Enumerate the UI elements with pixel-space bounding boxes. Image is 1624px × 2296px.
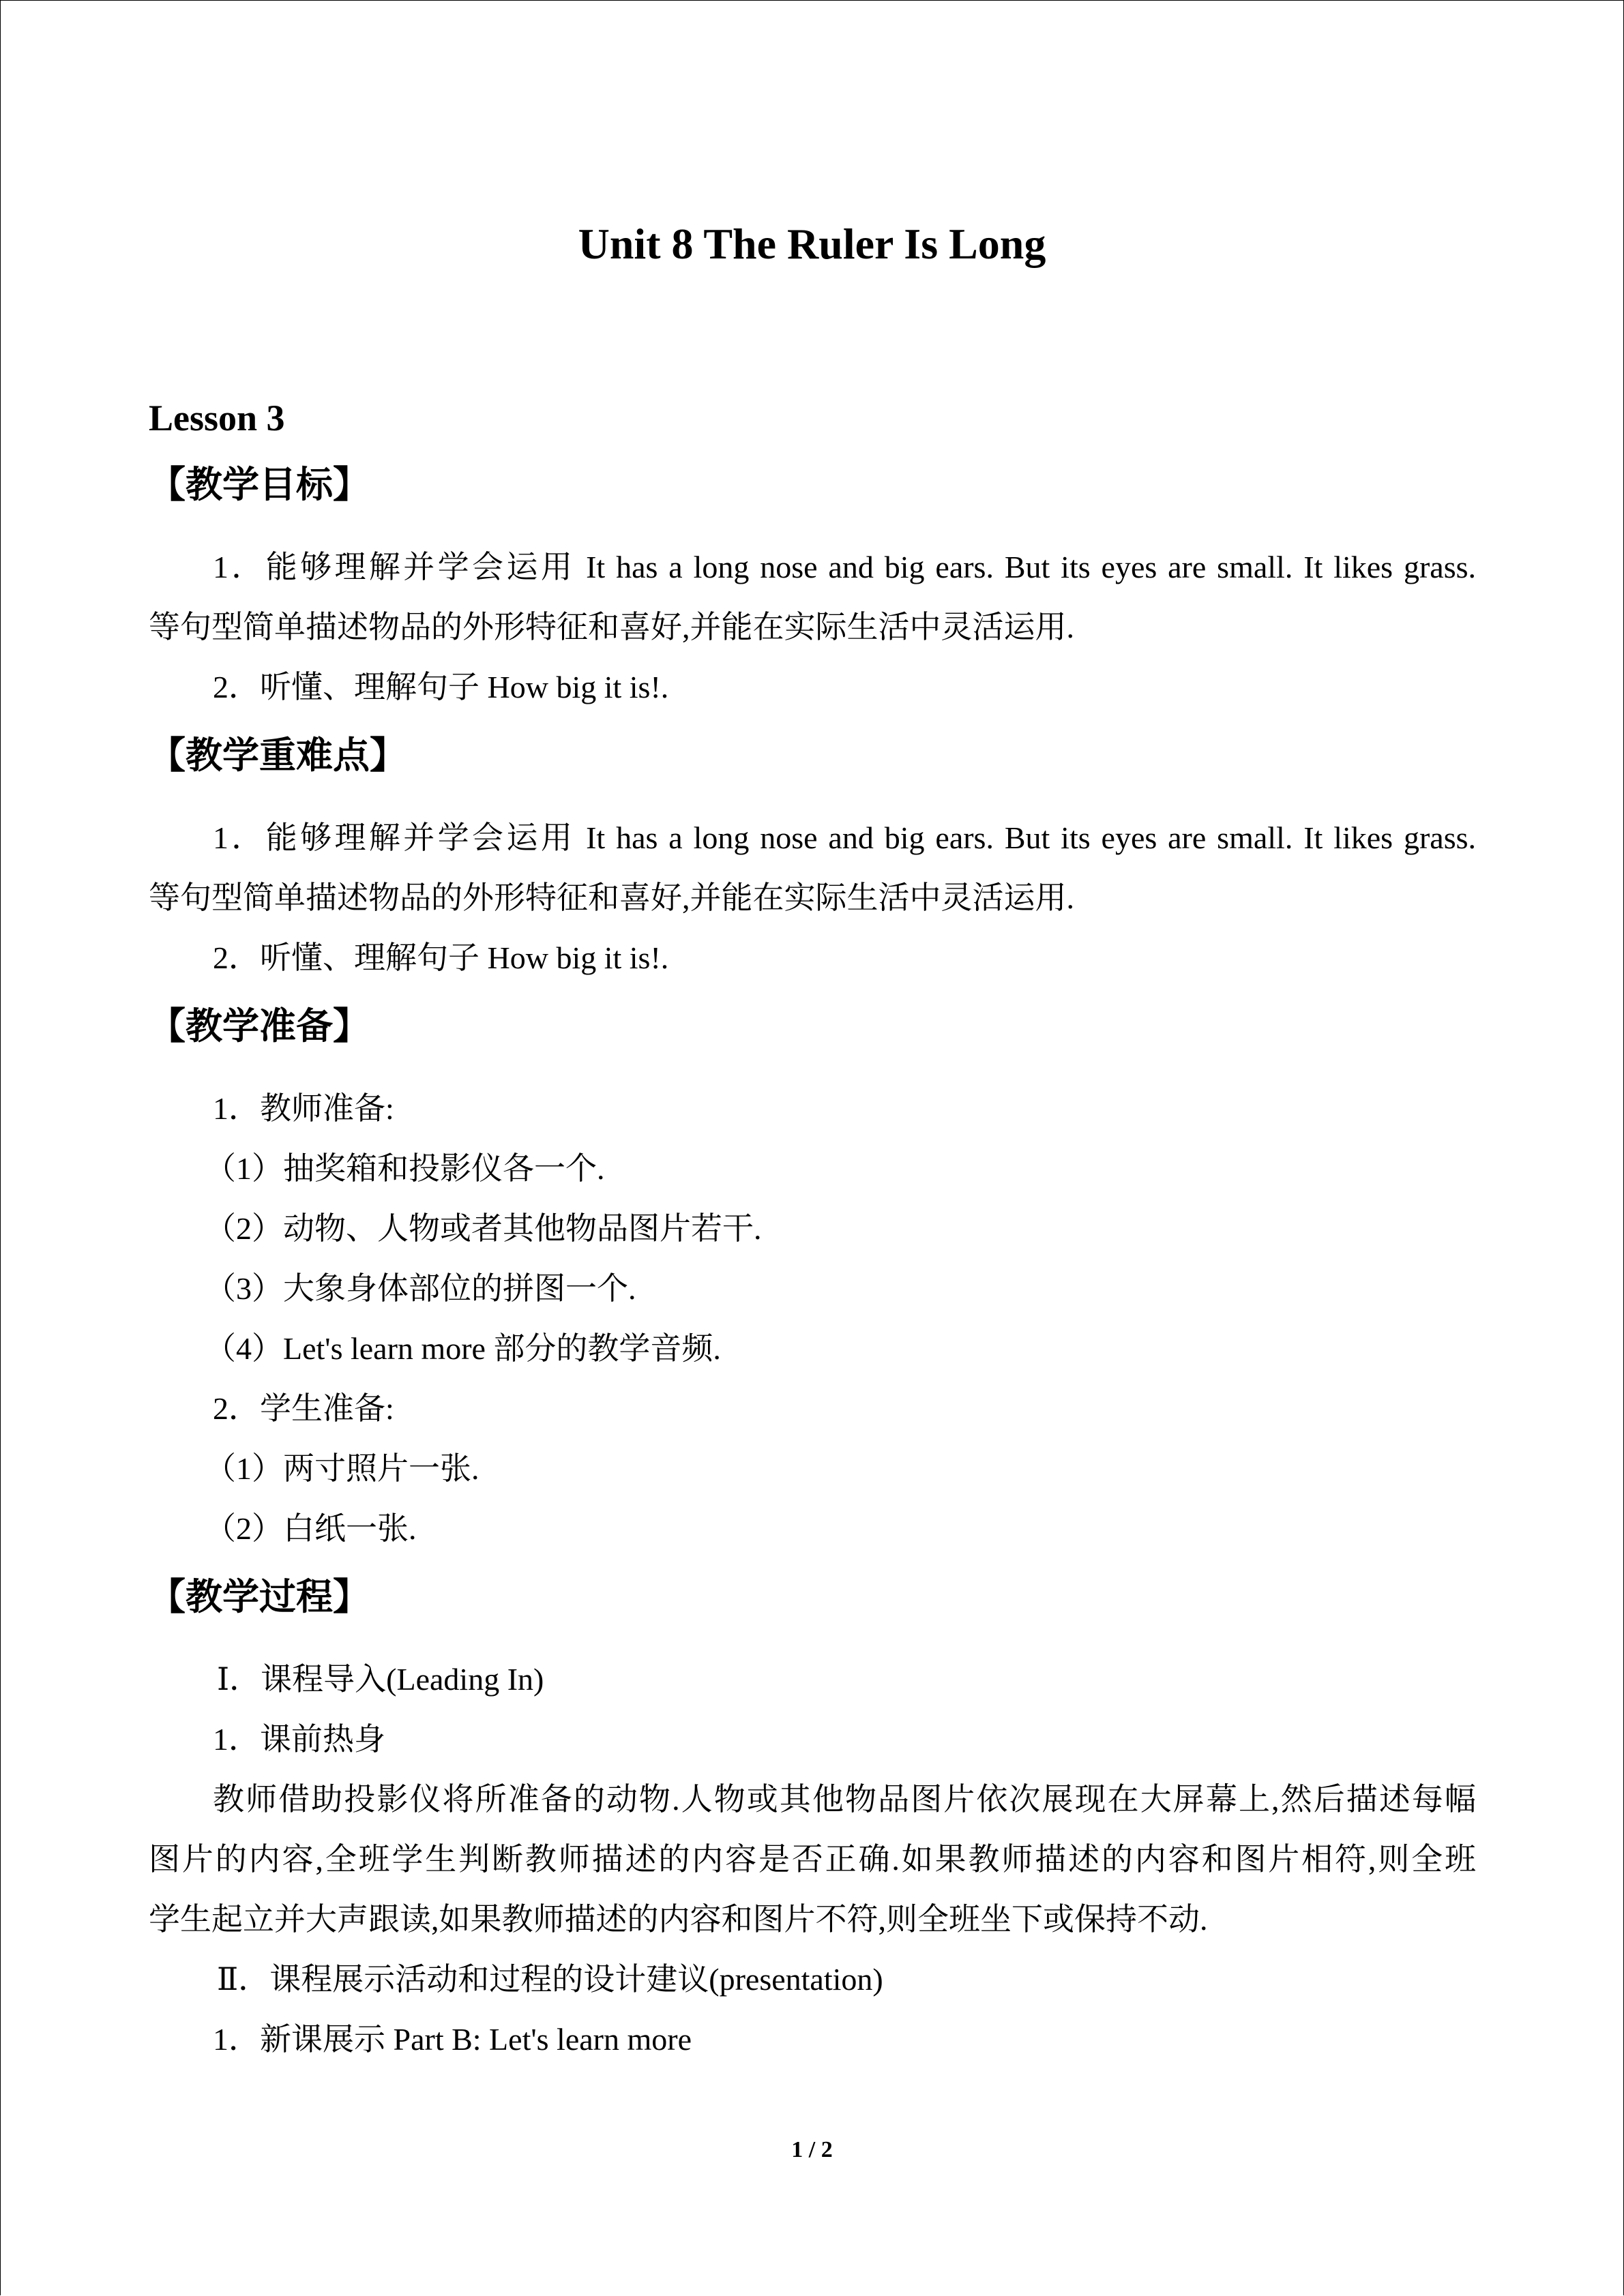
preparation-student-item-1: （1）两寸照片一张. — [205, 1451, 479, 1486]
preparation-teacher-item-3: （3）大象身体部位的拼图一个. — [205, 1271, 636, 1306]
process-warmup: 1．课前热身 — [213, 1722, 385, 1757]
preparation-teacher-item-4: （4）Let's learn more 部分的教学音频. — [205, 1331, 721, 1366]
preparation-student: 2．学生准备: — [213, 1391, 394, 1426]
preparation-teacher-item-1: （1）抽奖箱和投影仪各一个. — [205, 1151, 605, 1186]
document-title: Unit 8 The Ruler Is Long — [578, 220, 1046, 268]
objectives-heading: 【教学目标】 — [149, 464, 370, 505]
key-points-item1-line1: 1．能够理解并学会运用 It has a long nose and big ears. But its eyes are small. It likes grass. — [213, 820, 1476, 855]
process-paragraph-line-3: 学生起立并大声跟读,如果教师描述的内容和图片不符,则全班坐下或保持不动. — [149, 1902, 1208, 1937]
preparation-teacher: 1．教师准备: — [213, 1091, 394, 1126]
process-paragraph-line-1: 教师借助投影仪将所准备的动物.人物或其他物品图片依次展现在大屏幕上,然后描述每幅 — [213, 1782, 1476, 1817]
lesson-label: Lesson 3 — [149, 398, 285, 438]
key-points-heading: 【教学重难点】 — [149, 735, 407, 776]
key-points-item1-line2: 等句型简单描述物品的外形特征和喜好,并能在实际生活中灵活运用. — [149, 880, 1074, 915]
process-paragraph-line-2: 图片的内容,全班学生判断教师描述的内容是否正确.如果教师描述的内容和图片相符,则全班 — [149, 1842, 1476, 1877]
process-part1: Ⅰ．课程导入(Leading In) — [217, 1662, 544, 1697]
preparation-teacher-item-2: （2）动物、人物或者其他物品图片若干. — [205, 1211, 762, 1246]
key-points-item2: 2．听懂、理解句子 How big it is!. — [213, 940, 669, 975]
objectives-item1-line2: 等句型简单描述物品的外形特征和喜好,并能在实际生活中灵活运用. — [149, 610, 1074, 644]
page-number: 1 / 2 — [791, 2137, 833, 2162]
preparation-student-item-2: （2）白纸一张. — [205, 1511, 417, 1546]
preparation-heading: 【教学准备】 — [149, 1006, 370, 1047]
objectives-item2: 2．听懂、理解句子 How big it is!. — [213, 670, 669, 704]
process-heading: 【教学过程】 — [149, 1577, 370, 1617]
process-new-lesson: 1．新课展示 Part B: Let's learn more — [213, 2022, 692, 2057]
process-part2: Ⅱ．课程展示活动和过程的设计建议(presentation) — [217, 1962, 883, 1997]
objectives-item1-line1: 1．能够理解并学会运用 It has a long nose and big ears. But its eyes are small. It likes grass. — [213, 550, 1476, 584]
